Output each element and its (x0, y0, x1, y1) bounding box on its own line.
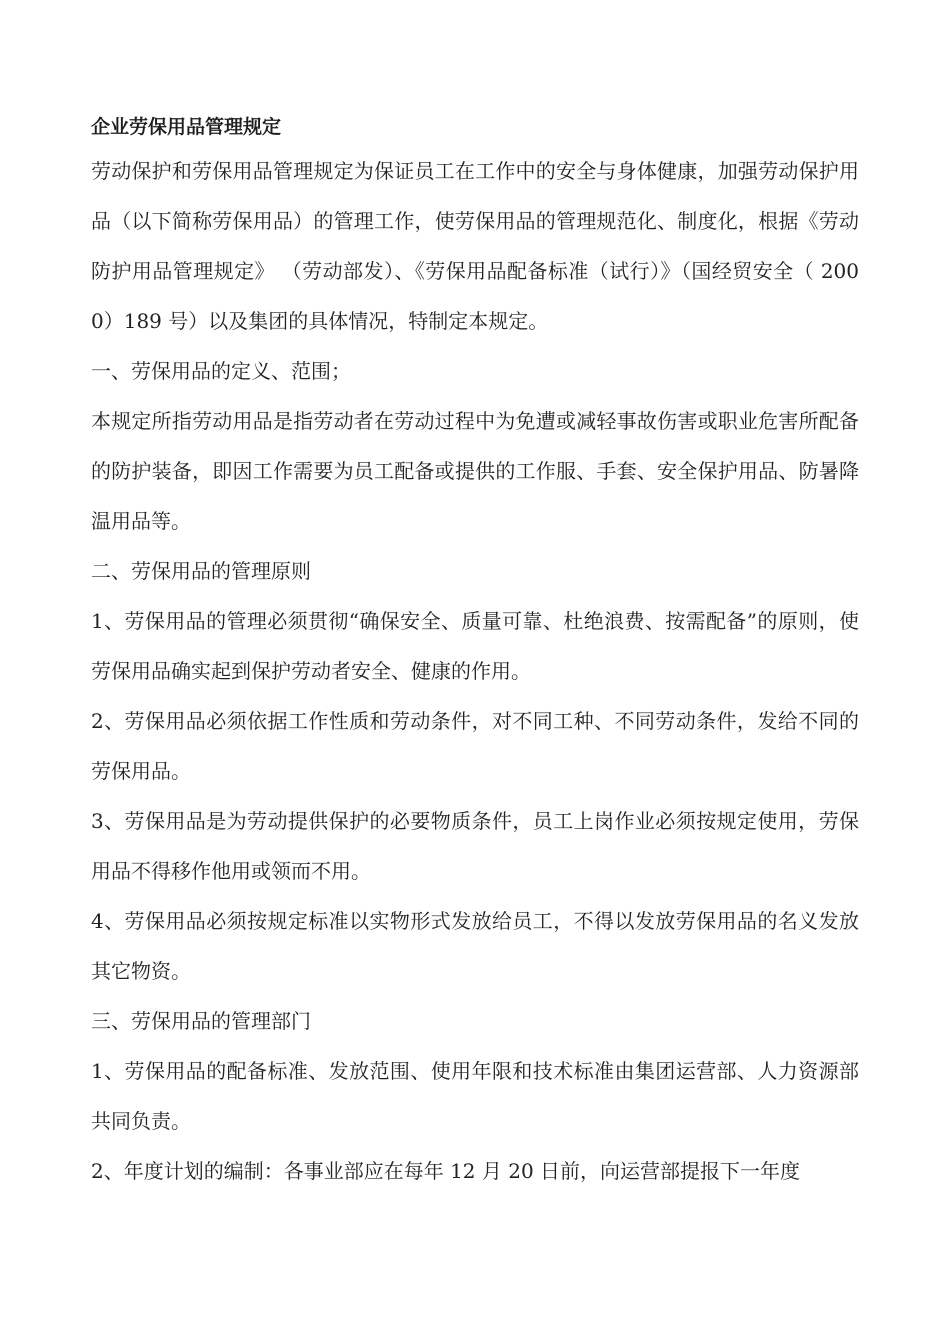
section-heading-3: 三、劳保用品的管理部门 (91, 1009, 311, 1033)
list-item-department-1: 1、劳保用品的配备标准、发放范围、使用年限和技术标准由集团运营部、人力资源部共同负责。 (91, 1059, 859, 1133)
list-item-principle-4: 4、劳保用品必须按规定标准以实物形式发放给员工，不得以发放劳保用品的名义发放其它物资。 (91, 909, 859, 983)
list-item-principle-2: 2、劳保用品必须依据工作性质和劳动条件，对不同工种、不同劳动条件，发给不同的劳保用品。 (91, 709, 859, 783)
section-heading-1: 一、劳保用品的定义、范围； (91, 359, 351, 383)
list-item-principle-1: 1、劳保用品的管理必须贯彻“确保安全、质量可靠、杜绝浪费、按需配备”的原则，使劳保用品确实起到保护劳动者安全、健康的作用。 (91, 609, 859, 683)
paragraph-definition: 本规定所指劳动用品是指劳动者在劳动过程中为免遭或减轻事故伤害或职业危害所配备的防护装备，即因工作需要为员工配备或提供的工作服、手套、安全保护用品、防暑降温用品等。 (91, 409, 859, 533)
document-title: 企业劳保用品管理规定 (91, 116, 282, 138)
list-item-department-2: 2、年度计划的编制：各事业部应在每年 12 月 20 日前，向运营部提报下一年度 (91, 1159, 801, 1183)
section-heading-2: 二、劳保用品的管理原则 (91, 559, 311, 583)
list-item-principle-3: 3、劳保用品是为劳动提供保护的必要物质条件，员工上岗作业必须按规定使用，劳保用品不得移作他用或领而不用。 (91, 809, 859, 883)
paragraph-intro: 劳动保护和劳保用品管理规定为保证员工在工作中的安全与身体健康，加强劳动保护用品（以下简称劳保用品）的管理工作，使劳保用品的管理规范化、制度化，根据《劳动防护用品管理规定》 （劳动部发）、《劳保用品配备标准（试行）》（国经贸安全（ 2000）189 号）以及集团的具体情况，特制定本规定。 (91, 159, 859, 333)
document-page (91, 108, 859, 1196)
